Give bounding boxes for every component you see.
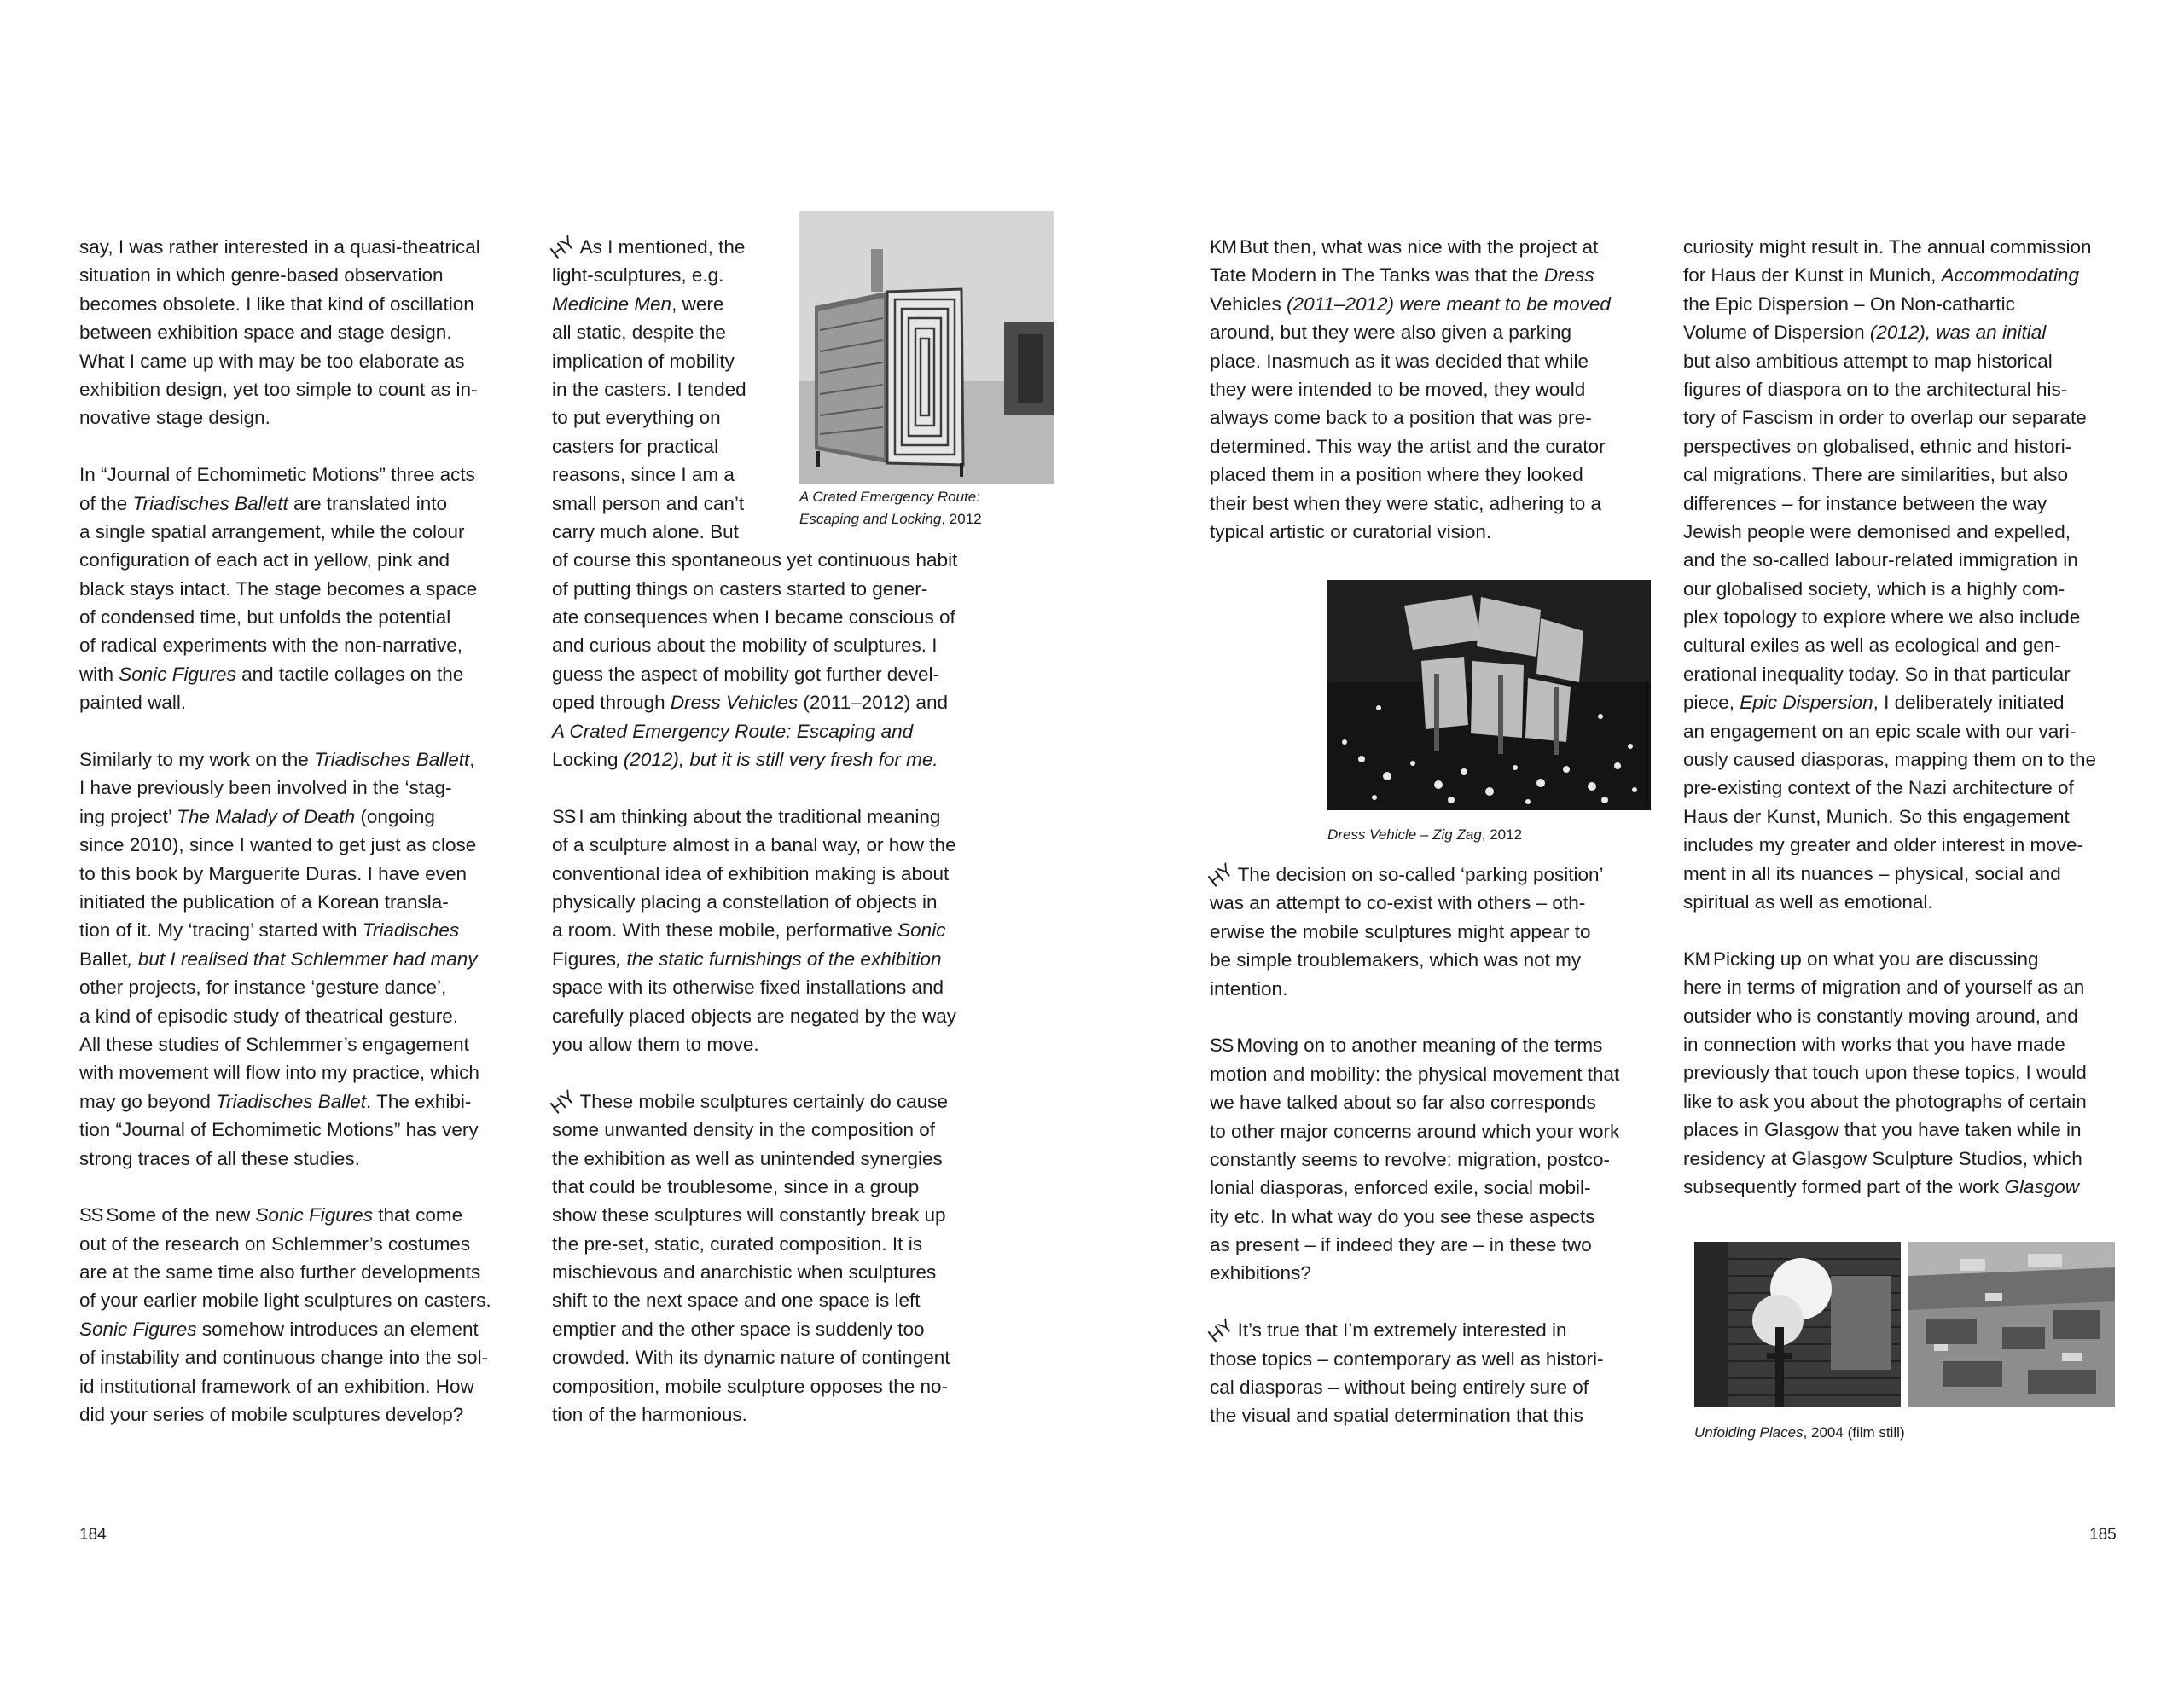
text-line: SS Moving on to another meaning of the terms	[1210, 1035, 1603, 1057]
text-line: guess the aspect of mobility got further devel-	[552, 663, 939, 685]
text-line: around, but they were also given a parking	[1210, 322, 1572, 344]
text-line: other projects, for instance ‘gesture dance’,	[79, 977, 447, 999]
text-line: may go beyond Triadisches Ballet. The exhibi-	[79, 1090, 472, 1112]
text-line: an engagement on an epic scale with our vari-	[1683, 720, 2077, 742]
text-line: spiritual as well as emotional.	[1683, 890, 1933, 913]
text-line: of your earlier mobile light sculptures on casters.	[79, 1290, 491, 1312]
text-line: with movement will flow into my practice, which	[79, 1062, 479, 1084]
text-line: curiosity might result in. The annual commission	[1683, 236, 2092, 258]
text-line: painted wall.	[79, 692, 187, 714]
text-line: ously caused diasporas, mapping them on to the	[1683, 749, 2097, 771]
text-line: for Haus der Kunst in Munich, Accommodating	[1683, 264, 2079, 287]
paragraph-gap	[1683, 916, 2096, 944]
text-line: the exhibition as well as unintended synergies	[552, 1147, 943, 1169]
text-line: ment in all its nuances – physical, social and	[1683, 862, 2061, 884]
text-line: show these sculptures will constantly break up	[552, 1204, 946, 1226]
text-line: id institutional framework of an exhibition. How	[79, 1375, 474, 1397]
text-line: here in terms of migration and of yourself as an	[1683, 977, 2085, 999]
text-line: tion “Journal of Echomimetic Motions” has very	[79, 1119, 479, 1141]
text-line: tion of the harmonious.	[552, 1404, 747, 1426]
paragraph-gap	[1210, 1288, 1619, 1316]
text-line: but also ambitious attempt to map historical	[1683, 350, 2053, 372]
page-number-left: 184	[79, 1526, 107, 1544]
text-line: be simple troublemakers, which was not my	[1210, 949, 1582, 971]
text-line: we have talked about so far also corresponds	[1210, 1092, 1596, 1114]
text-line: in the casters. I tended	[552, 378, 746, 400]
speaker-initial-ss: SS	[79, 1204, 103, 1226]
paragraph-gap	[1210, 1003, 1619, 1031]
text-line: a single spatial arrangement, while the colour	[79, 520, 465, 542]
text-line: always come back to a position that was pre-	[1210, 407, 1592, 429]
unfolding-places-still-1	[1694, 1242, 1901, 1407]
text-line: with Sonic Figures and tactile collages on the	[79, 663, 464, 685]
paragraph-gap	[79, 1173, 491, 1201]
text-line: erwise the mobile sculptures might appear to	[1210, 920, 1591, 942]
text-line: exhibition design, yet too simple to count as in-	[79, 378, 478, 400]
text-line: as present – if indeed they are – in these two	[1210, 1234, 1592, 1256]
text-line: and the so-called labour-related immigration in	[1683, 549, 2078, 571]
text-line: cultural exiles as well as ecological and gen-	[1683, 635, 2061, 657]
text-line: SS Some of the new Sonic Figures that come	[79, 1204, 463, 1226]
speaker-initial-km: KM	[1683, 948, 1710, 970]
text-line: was an attempt to co-exist with others – oth-	[1210, 892, 1586, 914]
text-line: placed them in a position where they looked	[1210, 464, 1583, 486]
text-line: exhibitions?	[1210, 1262, 1311, 1284]
text-line: place. Inasmuch as it was decided that while	[1210, 350, 1589, 372]
paragraph-gap	[79, 717, 491, 745]
text-line: becomes obsolete. I like that kind of oscillation	[79, 293, 474, 315]
text-line: reasons, since I am a	[552, 464, 735, 486]
text-line: motion and mobility: the physical movement that	[1210, 1063, 1620, 1085]
text-line: typical artistic or curatorial vision.	[1210, 520, 1492, 542]
caption-unfolding-places	[1694, 1422, 1905, 1444]
text-line: HYThese mobile sculptures certainly do cause	[546, 1086, 949, 1118]
caption-crated-emergency-route	[799, 486, 982, 530]
text-line: a room. With these mobile, performative Sonic	[552, 919, 946, 942]
text-line: HYAs I mentioned, the	[546, 231, 746, 264]
text-line: out of the research on Schlemmer’s costumes	[79, 1232, 471, 1255]
text-line: situation in which genre-based observation	[79, 264, 444, 287]
text-line: space with its otherwise fixed installations and	[552, 977, 944, 999]
text-line: determined. This way the artist and the curator	[1210, 435, 1606, 457]
text-line: strong traces of all these studies.	[79, 1147, 360, 1169]
text-line: to put everything on	[552, 407, 721, 429]
text-line: their best when they were static, adhering to a	[1210, 492, 1602, 514]
text-line: constantly seems to revolve: migration, postco-	[1210, 1148, 1610, 1170]
speaker-initial-ss: SS	[1210, 1035, 1234, 1057]
text-line: Vehicles (2011–2012) were meant to be moved	[1210, 293, 1611, 315]
text-line: What I came up with may be too elaborate as	[79, 350, 465, 372]
text-line: I have previously been involved in the ‘stag-	[79, 777, 452, 799]
text-line: In “Journal of Echomimetic Motions” three acts	[79, 464, 475, 486]
text-line: of course this spontaneous yet continuous habit	[552, 549, 958, 571]
text-line: some unwanted density in the composition of	[552, 1119, 936, 1141]
text-line: shift to the next space and one space is left	[552, 1290, 921, 1312]
text-line: small person and can’t	[552, 492, 745, 514]
text-line: light-sculptures, e.g.	[552, 264, 724, 287]
text-column-4	[1683, 233, 2096, 1201]
caption-dress-title: Dress Vehicle – Zig Zag	[1327, 826, 1482, 843]
text-line: cal diasporas – without being entirely sure of	[1210, 1377, 1589, 1399]
caption-dress-vehicle	[1327, 824, 1522, 846]
text-line: physically placing a constellation of objects in	[552, 890, 938, 913]
text-line: ity etc. In what way do you see these aspects	[1210, 1205, 1595, 1227]
text-line: ate consequences when I became conscious of	[552, 606, 956, 629]
text-line: Medicine Men, were	[552, 293, 724, 315]
text-line: perspectives on globalised, ethnic and histori-	[1683, 435, 2072, 457]
text-line: of instability and continuous change into the sol-	[79, 1347, 489, 1369]
text-line: intention.	[1210, 977, 1288, 1000]
text-line: piece, Epic Dispersion, I deliberately initiated	[1683, 692, 2065, 714]
text-line: of putting things on casters started to gener-	[552, 577, 928, 600]
text-line: differences – for instance between the way	[1683, 492, 2048, 514]
text-line: of condensed time, but unfolds the potential	[79, 606, 451, 629]
text-line: those topics – contemporary as well as histori-	[1210, 1348, 1604, 1370]
text-line: residency at Glasgow Sculpture Studios, which	[1683, 1147, 2082, 1169]
dress-vehicle-image	[1327, 580, 1651, 810]
photo-unfolding-places-left	[1694, 1242, 1901, 1407]
text-line: ing project’ The Malady of Death (ongoing	[79, 805, 435, 827]
text-line: carefully placed objects are negated by the way	[552, 1005, 957, 1027]
crated-emergency-route-image	[799, 211, 1054, 484]
text-line: mischievous and anarchistic when sculptures	[552, 1261, 937, 1284]
unfolding-places-still-2	[1908, 1242, 2115, 1407]
text-line: carry much alone. But	[552, 520, 739, 542]
text-line: the Epic Dispersion – On Non-cathartic	[1683, 293, 2015, 315]
text-line: All these studies of Schlemmer’s engagement	[79, 1033, 469, 1055]
text-line: casters for practical	[552, 435, 719, 457]
text-line: includes my greater and older interest in move-	[1683, 834, 2083, 856]
text-line: of the Triadisches Ballett are translated into	[79, 492, 448, 514]
text-line: crowded. With its dynamic nature of contingent	[552, 1347, 950, 1369]
text-line: conventional idea of exhibition making is about	[552, 862, 950, 884]
text-column-1	[79, 233, 491, 1429]
text-line: configuration of each act in yellow, pink and	[79, 549, 450, 571]
speaker-initial-hy: HY	[1204, 1314, 1237, 1348]
speaker-initial-hy: HY	[546, 1086, 579, 1118]
caption-crated-title-line1: A Crated Emergency Route:	[799, 489, 980, 505]
text-line: tion of it. My ‘tracing’ started with Triadisches	[79, 919, 460, 942]
text-line: previously that touch upon these topics, I would	[1683, 1062, 2087, 1084]
text-line: all static, despite the	[552, 322, 726, 344]
speaker-initial-hy: HY	[1204, 859, 1237, 891]
caption-crated-title-line2: Escaping and Locking	[799, 511, 942, 527]
page-number-right: 185	[2089, 1526, 2117, 1544]
text-line: pre-existing context of the Nazi architecture of	[1683, 777, 2074, 799]
text-line: HYThe decision on so-called ‘parking position’	[1204, 859, 1604, 891]
text-line: composition, mobile sculpture opposes the no-	[552, 1375, 949, 1397]
text-line: Jewish people were demonised and expelled,	[1683, 520, 2071, 542]
text-line: HYIt’s true that I’m extremely interested in	[1204, 1314, 1567, 1348]
speaker-initial-km: KM	[1210, 236, 1236, 258]
text-line: a kind of episodic study of theatrical gesture.	[79, 1005, 459, 1027]
text-line: novative stage design.	[79, 407, 270, 429]
text-line: of radical experiments with the non-narrative,	[79, 635, 462, 657]
text-line: between exhibition space and stage design.	[79, 322, 452, 344]
text-line: did your series of mobile sculptures develop?	[79, 1404, 464, 1426]
text-line: oped through Dress Vehicles (2011–2012) and	[552, 692, 949, 714]
text-column-3	[1210, 233, 1611, 546]
text-line: A Crated Emergency Route: Escaping and	[552, 720, 914, 742]
text-line: figures of diaspora on to the architectural his-	[1683, 378, 2068, 400]
text-line: are at the same time also further developments	[79, 1261, 481, 1284]
text-line: Figures, the static furnishings of the exhibition	[552, 948, 942, 970]
text-line: KM Picking up on what you are discussing	[1683, 948, 2039, 970]
text-line: to this book by Marguerite Duras. I have even	[79, 862, 467, 884]
text-line: since 2010), since I wanted to get just as close	[79, 834, 477, 856]
text-line: initiated the publication of a Korean transla-	[79, 890, 449, 913]
paragraph-gap	[552, 1058, 957, 1087]
text-line: the pre-set, static, curated composition. It is	[552, 1232, 922, 1255]
text-line: black stays intact. The stage becomes a space	[79, 577, 478, 600]
text-column-3-continued	[1204, 859, 1620, 1430]
caption-dress-year: , 2012	[1481, 826, 1523, 843]
photo-crated-emergency-route	[799, 211, 1054, 484]
speaker-initial-ss: SS	[552, 805, 576, 827]
text-line: in connection with works that you have made	[1683, 1033, 2065, 1055]
text-line: our globalised society, which is a highly com-	[1683, 577, 2065, 600]
text-line: places in Glasgow that you have taken while in	[1683, 1119, 2082, 1141]
text-line: Ballet, but I realised that Schlemmer had many	[79, 948, 478, 970]
text-line: Volume of Dispersion (2012), was an initial	[1683, 322, 2047, 344]
text-line: say, I was rather interested in a quasi-theatrical	[79, 236, 480, 258]
text-line: Locking (2012), but it is still very fresh for me.	[552, 749, 938, 771]
text-line: SS I am thinking about the traditional meaning	[552, 805, 941, 827]
text-line: to other major concerns around which your work	[1210, 1120, 1620, 1142]
speaker-initial-hy: HY	[546, 231, 579, 264]
caption-unfolding-year: , 2004 (film still)	[1803, 1424, 1905, 1441]
text-line: subsequently formed part of the work Glasgow	[1683, 1175, 2079, 1197]
text-line: plex topology to explore where we also include	[1683, 606, 2081, 629]
text-line: that could be troublesome, since in a group	[552, 1175, 920, 1197]
text-line: and curious about the mobility of sculptures. I	[552, 635, 938, 657]
text-line: the visual and spatial determination that this	[1210, 1405, 1583, 1427]
text-line: cal migrations. There are similarities, but also	[1683, 464, 2069, 486]
text-line: they were intended to be moved, they would	[1210, 378, 1586, 400]
text-line: of a sculpture almost in a banal way, or how the	[552, 834, 956, 856]
text-line: like to ask you about the photographs of certain	[1683, 1090, 2087, 1112]
text-line: emptier and the other space is suddenly too	[552, 1318, 925, 1340]
photo-unfolding-places-right	[1908, 1242, 2115, 1407]
photo-dress-vehicle-zig-zag	[1327, 580, 1651, 810]
caption-unfolding-title: Unfolding Places	[1694, 1424, 1804, 1441]
text-line: outsider who is constantly moving around, and	[1683, 1005, 2078, 1027]
text-line: Sonic Figures somehow introduces an element	[79, 1318, 479, 1340]
caption-crated-year: , 2012	[941, 511, 982, 527]
paragraph-gap	[79, 432, 491, 461]
text-line: KM But then, what was nice with the project at	[1210, 236, 1599, 258]
text-line: tory of Fascism in order to overlap our separate	[1683, 407, 2087, 429]
text-line: implication of mobility	[552, 350, 735, 372]
text-line: Similarly to my work on the Triadisches Ballett,	[79, 749, 475, 771]
text-line: lonial diasporas, enforced exile, social mobil-	[1210, 1177, 1591, 1199]
paragraph-gap	[552, 774, 957, 802]
text-line: erational inequality today. So in that particular	[1683, 663, 2071, 685]
text-line: Tate Modern in The Tanks was that the Dress	[1210, 264, 1594, 287]
text-line: you allow them to move.	[552, 1033, 759, 1055]
text-line: Haus der Kunst, Munich. So this engagement	[1683, 805, 2070, 827]
